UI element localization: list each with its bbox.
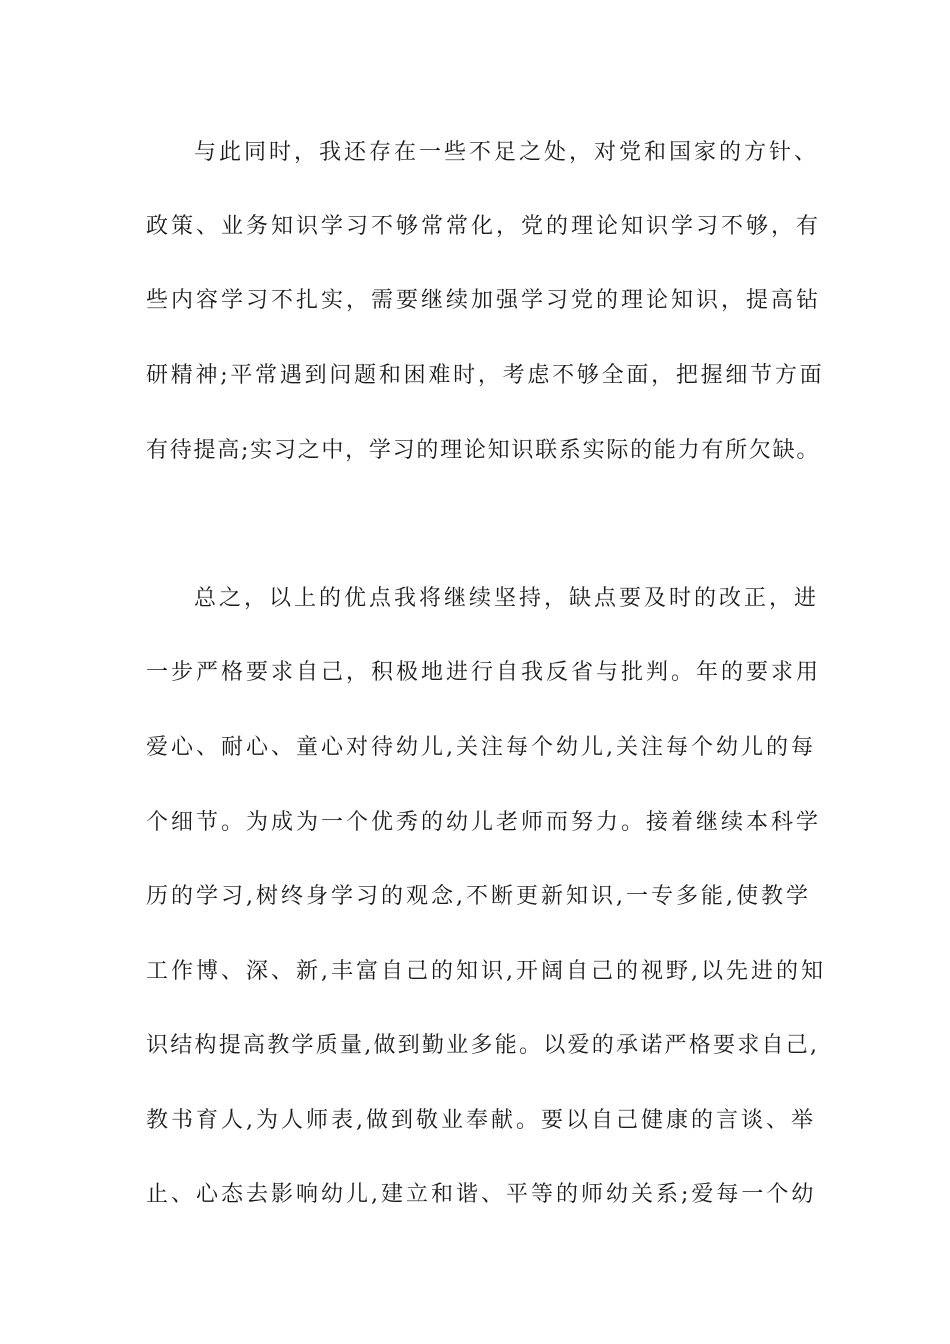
paragraph-line: 爱心、耐心、童心对待幼儿,关注每个幼儿,关注每个幼儿的每 [146,735,816,760]
paragraph-line: 政策、业务知识学习不够常常化，党的理论知识学习不够，有 [146,214,822,239]
paragraph-line: 研精神;平常遇到问题和困难时，考虑不够全面，把握细节方面 [146,363,825,388]
paragraph-line: 一步严格要求自己，积极地进行自我反省与批判。年的要求用 [146,660,822,685]
paragraph-line: 识结构提高教学质量,做到勤业多能。以爱的承诺严格要求自己, [146,1033,820,1058]
paragraph-line: 个细节。为成为一个优秀的幼儿老师而努力。接着继续本科学 [146,810,822,835]
paragraph-line: 历的学习,树终身学习的观念,不断更新知识,一专多能,使教学 [146,884,811,909]
paragraph-line: 教书育人,为人师表,做到敬业奉献。要以自己健康的言谈、举 [146,1108,816,1133]
paragraph-line: 止、心态去影响幼儿,建立和谐、平等的师幼关系;爱每一个幼 [146,1182,817,1207]
paragraph-line: 有待提高;实习之中，学习的理论知识联系实际的能力有所欠缺。 [146,438,821,463]
paragraph-line: 与此同时，我还存在一些不足之处，对党和国家的方针、 [194,140,820,165]
paragraph-line: 总之，以上的优点我将继续坚持，缺点要及时的改正，进 [194,586,820,611]
paragraph-line: 些内容学习不扎实，需要继续加强学习党的理论知识，提高钻 [146,288,822,313]
paragraph-line: 工作博、深、新,丰富自己的知识,开阔自己的视野,以先进的知 [146,959,826,984]
